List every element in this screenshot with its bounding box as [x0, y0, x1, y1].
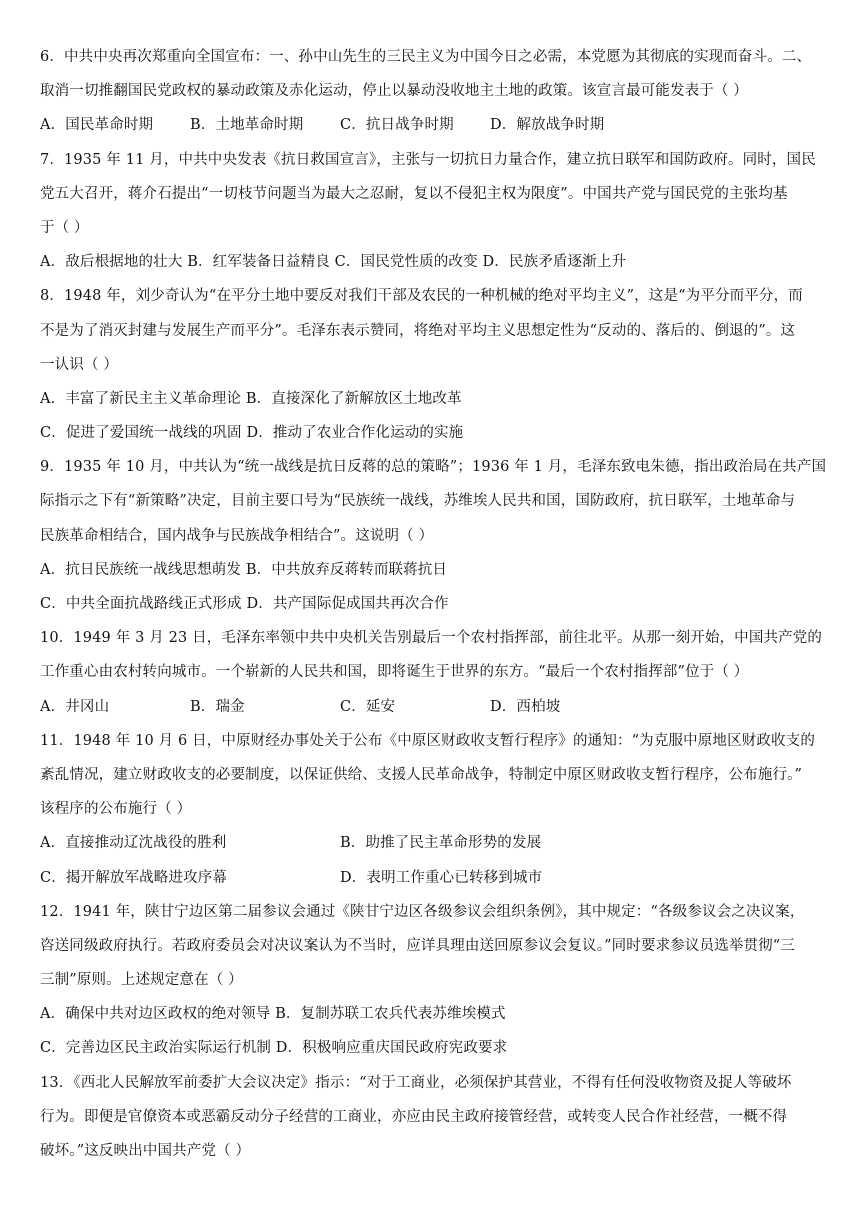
question-6-option-c[interactable]: C．抗日战争时期 [340, 117, 454, 134]
question-10 [40, 621, 830, 724]
question-7-line-1: 7．1935 年 11 月，中共中央发表《抗日救国宣言》，主张与一切抗日力量合作，建立抗日联军和国防政府。同时，国民 [40, 151, 816, 168]
question-13-line-1: 13．《西北人民解放军前委扩大会议决定》指示：“对于工商业，必须保护其营业，不得有任何没收物资及捉人等破坏 [40, 1074, 792, 1091]
question-9-line-1: 9．1935 年 10 月，中共认为“统一战线是抗日反蒋的总的策略”；1936 年 1 月，毛泽东致电朱德，指出政治局在共产国 [40, 459, 827, 476]
question-11-line-2: 紊乱情况，建立财政收支的必要制度，以保证供给、支援人民革命战争，特制定中原区财政收支暂行程序，公布施行。” [40, 766, 803, 783]
question-10-option-c[interactable]: C．延安 [340, 698, 396, 715]
question-10-line-1: 10．1949 年 3 月 23 日，毛泽东率领中共中央机关告别最后一个农村指挥部，前往北平。从那一刻开始，中国共产党的 [40, 630, 823, 647]
question-8-options-ab[interactable]: A．丰富了新民主主义革命理论 B．直接深化了新解放区土地改革 [40, 390, 462, 407]
question-11-options-row-1 [40, 826, 830, 860]
question-10-option-b[interactable]: B．瑞金 [190, 698, 245, 715]
question-13-line-2: 行为。即便是官僚资本或恶霸反动分子经营的工商业，亦应由民主政府接管经营，或转变人民合作社经营，一概不得 [40, 1108, 788, 1125]
question-11-option-a[interactable]: A．直接推动辽沈战役的胜利 [40, 835, 227, 852]
question-9 [40, 450, 830, 621]
question-12-options-cd[interactable]: C．完善边区民主政治实际运行机制 D．积极响应重庆国民政府宪政要求 [40, 1040, 508, 1057]
question-7-line-2: 党五大召开，蒋介石提出“一切枝节问题当为最大之忍耐，复以不侵犯主权为限度”。中国共产党与国民党的主张均基 [40, 185, 788, 202]
question-7-line-3: 于（ ） [40, 219, 89, 236]
question-7 [40, 143, 830, 280]
question-8-line-3: 一认识（ ） [40, 356, 119, 373]
question-10-option-d[interactable]: D．西柏坡 [490, 698, 561, 715]
question-6-options [40, 108, 830, 142]
question-8-line-2: 不是为了消灭封建与发展生产而平分”。毛泽东表示赞同，将绝对平均主义思想定性为“反动的、落后的、倒退的”。这 [40, 322, 796, 339]
question-6-option-d[interactable]: D．解放战争时期 [490, 117, 605, 134]
question-8-line-1: 8．1948 年，刘少奇认为“在平分土地中要反对我们干部及农民的一种机械的绝对平均主义”，这是“为平分而平分，而 [40, 288, 803, 305]
question-10-options [40, 690, 830, 724]
question-13 [40, 1066, 830, 1169]
question-10-line-2: 工作重心由农村转向城市。一个崭新的人民共和国，即将诞生于世界的东方。“最后一个农村指挥部”位于（ ） [40, 664, 749, 681]
question-6 [40, 40, 830, 143]
question-11-options-row-2 [40, 861, 830, 895]
question-9-options-ab[interactable]: A．抗日民族统一战线思想萌发 B．中共放弃反蒋转而联蒋抗日 [40, 561, 448, 578]
question-12-options-ab[interactable]: A．确保中共对边区政权的绝对领导 B．复制苏联工农兵代表苏维埃模式 [40, 1006, 506, 1023]
question-8-options-cd[interactable]: C．促进了爱国统一战线的巩固 D．推动了农业合作化运动的实施 [40, 425, 464, 442]
question-11-line-3: 该程序的公布施行（ ） [40, 801, 192, 818]
question-11-option-b[interactable]: B．助推了民主革命形势的发展 [340, 835, 542, 852]
question-12-line-1: 12．1941 年，陕甘宁边区第二届参议会通过《陕甘宁边区各级参议会组织条例》，其中规定：“各级参议会之决议案， [40, 903, 805, 920]
question-12-line-3: 三制”原则。上述规定意在（ ） [40, 972, 243, 989]
question-6-option-a[interactable]: A．国民革命时期 [40, 117, 154, 134]
question-10-option-a[interactable]: A．井冈山 [40, 698, 110, 715]
question-12 [40, 895, 830, 1066]
question-9-line-2: 际指示之下有“新策略”决定，目前主要口号为“民族统一战线，苏维埃人民共和国，国防政府，抗日联军，土地革命与 [40, 493, 796, 510]
question-12-line-2: 咨送同级政府执行。若政府委员会对决议案认为不当时，应详具理由送回原参议会复议。”同时要求参议员选举贯彻“三 [40, 937, 796, 954]
question-11-option-d[interactable]: D．表明工作重心已转移到城市 [340, 869, 543, 886]
question-6-line-2: 取消一切推翻国民党政权的暴动政策及赤化运动，停止以暴动没收地主土地的政策。该宣言最可能发表于（ ） [40, 83, 748, 100]
question-6-option-b[interactable]: B．土地革命时期 [190, 117, 304, 134]
question-9-line-3: 民族革命相结合，国内战争与民族战争相结合”。这说明（ ） [40, 527, 434, 544]
question-13-line-3: 破坏。”这反映出中国共产党（ ） [40, 1143, 251, 1159]
question-7-options[interactable]: A．敌后根据地的壮大 B．红军装备日益精良 C．国民党性质的改变 D．民族矛盾逐渐上升 [40, 254, 627, 271]
question-8 [40, 279, 830, 450]
question-6-line-1: 6．中共中央再次郑重向全国宣布：一、孙中山先生的三民主义为中国今日之必需，本党愿为其彻底的实现而奋斗。二、 [40, 49, 812, 65]
question-11 [40, 724, 830, 895]
question-11-line-1: 11．1948 年 10 月 6 日，中原财经办事处关于公布《中原区财政收支暂行程序》的通知：“为克服中原地区财政收支的 [40, 732, 815, 749]
question-9-options-cd[interactable]: C．中共全面抗战路线正式形成 D．共产国际促成国共再次合作 [40, 596, 449, 612]
exam-page [40, 40, 830, 1168]
question-11-option-c[interactable]: C．揭开解放军战略进攻序幕 [40, 869, 228, 886]
